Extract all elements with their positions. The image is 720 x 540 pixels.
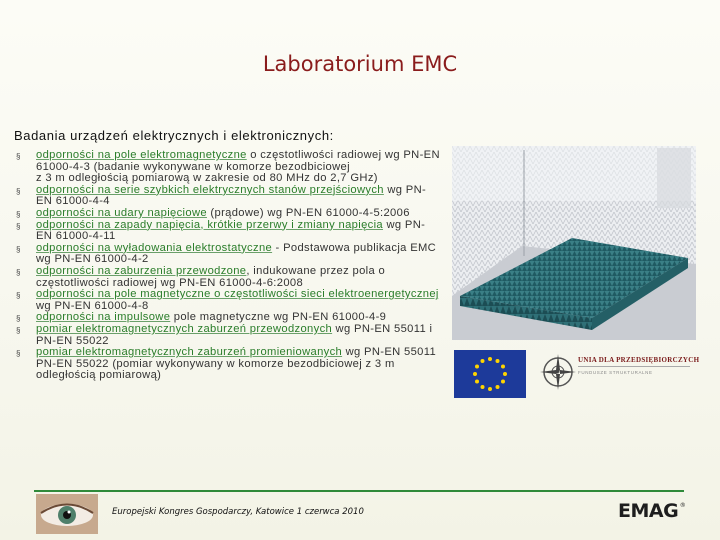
eu-star-icon (501, 380, 505, 384)
list-item-highlight: odporności na pole magnetyczne o częstotliwości sieci elektroenergetycznej (36, 288, 439, 301)
list-item (16, 266, 441, 289)
eye-icon (36, 494, 98, 534)
list-item-text: wg PN-EN 61000-4-8 (36, 299, 149, 312)
list-item (16, 150, 441, 185)
list-item-highlight: odporności na serie szybkich elektrycznych stanów przejściowych (36, 183, 384, 196)
list-item-highlight: odporności na udary napięciowe (36, 206, 207, 219)
bullet-icon: § (16, 349, 21, 359)
list-item (16, 185, 441, 208)
list-item-highlight: odporności na impulsowe (36, 311, 171, 324)
list-item-text: (prądowe) wg PN-EN 61000-4-5:2006 (206, 206, 410, 219)
list-item-highlight: pomiar elektromagnetycznych zaburzeń promieniowanych (36, 346, 343, 359)
list-item-text: wg PN-EN 55011 i PN-EN 55022 (36, 322, 433, 347)
eye-photo (36, 494, 98, 534)
list-item (16, 347, 441, 382)
slide-title: Laboratorium EMC (262, 52, 458, 76)
ue-logo-tagline: FUNDUSZE STRUKTURALNE (578, 370, 653, 375)
list-item (16, 220, 441, 243)
list-item-text: wg PN-EN 61000-4-11 (36, 218, 426, 243)
list-item-highlight: odporności na wyładowania elektrostatyczne (36, 241, 273, 254)
emag-logo (618, 500, 686, 522)
anechoic-chamber-illustration (452, 146, 696, 340)
bullet-icon: § (16, 209, 21, 219)
bullet-icon: § (16, 221, 21, 231)
compass-icon (538, 352, 578, 392)
bullet-icon: § (16, 314, 21, 324)
list-item-text: , indukowane przez pola o częstotliwości radiowej wg PN-EN 61000-4-6:2008 (36, 264, 386, 289)
eu-star-icon (475, 365, 479, 369)
eu-stars (454, 350, 526, 398)
eu-star-icon (496, 359, 500, 363)
slide-subtitle: Badania urządzeń elektrycznych i elektronicznych: (14, 128, 334, 143)
list-item-text: pole magnetyczne wg PN-EN 61000-4-9 (170, 311, 387, 324)
footer-event-text: Europejski Kongres Gospodarczy, Katowice 1 czerwca 2010 (112, 507, 364, 517)
ue-logo (536, 348, 700, 400)
list-item-highlight: pomiar elektromagnetycznych zaburzeń przewodzonych (36, 322, 333, 335)
eu-star-icon (503, 372, 507, 376)
bullet-icon: § (16, 186, 21, 196)
eu-star-icon (481, 359, 485, 363)
eu-star-icon (481, 385, 485, 389)
eu-star-icon (488, 357, 492, 361)
list-item-text: - Podstawowa publikacja EMC wg PN-EN 61000-4-2 (36, 241, 437, 266)
list-item (16, 324, 441, 347)
eu-star-icon (473, 372, 477, 376)
ue-logo-name: UNIA DLA PRZEDSIĘBIORCZYCH (578, 356, 700, 364)
tests-list (16, 150, 441, 382)
bullet-icon: § (16, 291, 21, 301)
bullet-icon: § (16, 244, 21, 254)
eu-star-icon (475, 380, 479, 384)
eu-star-icon (496, 385, 500, 389)
list-item-highlight: odporności na zapady napięcia, krótkie przerwy i zmiany napięcia (36, 218, 384, 231)
emag-logo-text: EMAG (618, 500, 679, 522)
bullet-icon: § (16, 152, 21, 161)
eu-star-icon (488, 387, 492, 391)
list-item (16, 289, 441, 312)
footer-divider (34, 490, 684, 492)
list-item-text: wg PN-EN 61000-4-4 (36, 183, 427, 208)
list-item-text: wg PN-EN 55011 PN-EN 55022 (pomiar wykonywany w komorze bezodbiciowej z 3 m odległością pomiarową) (36, 346, 437, 382)
eu-star-icon (501, 365, 505, 369)
list-item-text: o częstotliwości radiowej wg PN-EN 61000-4-3 (badanie wykonywane w komorze bezodbiciowej z 3 m odległością pomiarową w zakresie od 80 MHz do 2,7 GHz) (36, 149, 440, 185)
list-item (16, 243, 441, 266)
anechoic-chamber-photo (452, 146, 696, 340)
ue-logo-divider (578, 366, 690, 367)
list-item-highlight: odporności na pole elektromagnetyczne (36, 149, 247, 161)
bullet-icon: § (16, 267, 21, 277)
bullet-icon: § (16, 325, 21, 335)
eu-flag-logo (454, 350, 526, 398)
registered-mark: ® (679, 502, 686, 509)
list-item-highlight: odporności na zaburzenia przewodzone (36, 264, 247, 277)
